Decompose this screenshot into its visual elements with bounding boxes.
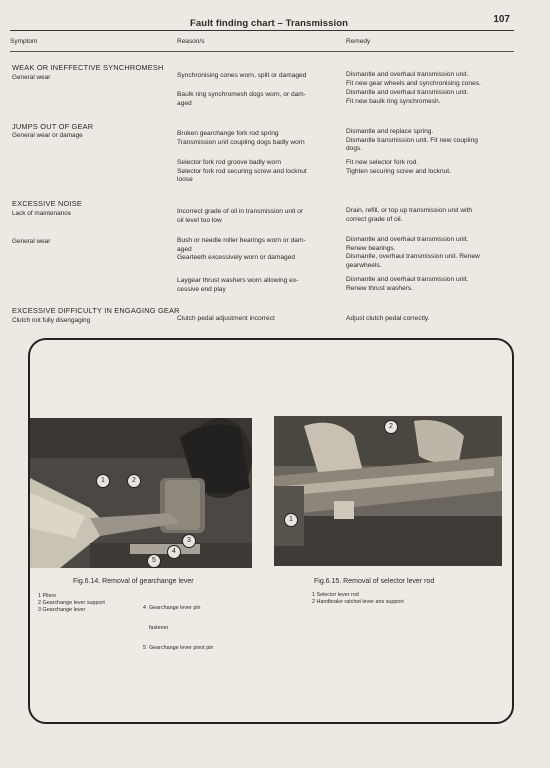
remedy-text: Drain, refill, or top up transmission unit with correct grade of oil. (346, 207, 473, 223)
reason-text: Broken gearchange fork rod spring Transmission unit coupling dogs badly worn (177, 130, 305, 146)
legend-item: 4 Gearchange lever pin (143, 604, 201, 611)
remedy-text: Dismantle and overhaul transmission unit. Renew bearings. Dismantle, overhaul transmission unit. Renew gearwheels. (346, 236, 480, 269)
section-title: EXCESSIVE NOISE (12, 199, 82, 208)
legend-item: 2 Gearchange lever support (38, 599, 105, 606)
legend-item: fastener (143, 624, 169, 631)
reason-text: Bush or needle roller bearings worn or dam- aged Gearteeth excessively worn or damaged (177, 237, 306, 262)
remedy-text: Adjust clutch pedal correctly. (346, 315, 430, 322)
remedy-text: Dismantle and overhaul transmission unit. Renew thrust washers. (346, 276, 469, 292)
reason-text: Baulk ring synchromesh dogs worn, or dam- aged (177, 91, 306, 107)
figure-legend (312, 592, 404, 606)
legend-item: 1 Selector lever rod (312, 592, 359, 598)
symptom-text: General wear or damage (12, 132, 83, 139)
callout-3: 3 (182, 534, 196, 548)
callout-2: 2 (384, 420, 398, 434)
symptom-text: General wear (12, 238, 51, 245)
symptom-text: Clutch not fully disengaging (12, 317, 91, 324)
selector-lever-rod-photo (274, 416, 502, 566)
column-header-reason: Reason/s (177, 38, 205, 45)
reason-text: Selector fork rod groove badly worn Selector fork rod securing screw and locknut loose (177, 159, 307, 184)
callout-1: 1 (284, 513, 298, 527)
figure-caption: Fig.6.15. Removal of selector lever rod (314, 578, 435, 585)
legend-item: 1 Pliers (38, 593, 56, 599)
gearchange-lever-photo (30, 418, 252, 568)
section-title: JUMPS OUT OF GEAR (12, 122, 94, 131)
symptom-text: Lack of maintenance (12, 210, 71, 217)
column-header-symptom: Symptom (10, 38, 38, 45)
callout-5: 5 (147, 554, 161, 568)
reason-text: Laygear thrust washers worn allowing ex- cessive end play (177, 277, 299, 293)
figure-caption: Fig.6.14. Removal of gearchange lever (73, 578, 194, 585)
remedy-text: Fit new selector fork rod. Tighten securing screw and locknut. (346, 159, 451, 175)
reason-text: Synchronising cones worn, split or damaged (177, 72, 307, 79)
section-title: EXCESSIVE DIFFICULTY IN ENGAGING GEAR (12, 306, 180, 315)
remedy-text: Dismantle and replace spring. Dismantle transmission unit. Fit new coupling dogs. (346, 128, 478, 153)
column-header-remedy: Remedy (346, 38, 371, 45)
legend-item: 5 Gearchange lever pivot pin (143, 645, 214, 652)
page-title: Fault finding chart – Transmission (190, 18, 349, 29)
column-header-rule (10, 51, 514, 52)
section-title: WEAK OR INEFFECTIVE SYNCHROMESH (12, 63, 164, 72)
remedy-text: Dismantle and overhaul transmission unit. Fit new baulk ring synchromesh. (346, 89, 469, 105)
symptom-text: General wear (12, 74, 51, 81)
figure-legend (38, 593, 105, 613)
figure-legend (143, 591, 213, 666)
legend-item: 2 Handbrake ratchet lever ans support (312, 598, 404, 605)
callout-2: 2 (127, 474, 141, 488)
reason-text: Incorrect grade of oil in transmission unit or oil level too low (177, 208, 304, 224)
figure-panel (28, 338, 514, 724)
legend-item: 3 Gearchange lever (38, 606, 86, 613)
page-header (0, 14, 550, 34)
callout-1: 1 (96, 474, 110, 488)
reason-text: Clutch pedal adjustment incorrect (177, 315, 275, 322)
header-rule (10, 30, 514, 31)
page-number: 107 (493, 14, 510, 25)
remedy-text: Dismantle and overhaul transmission unit. Fit new gear wheels and synchronising cones. (346, 71, 481, 87)
callout-4: 4 (167, 545, 181, 559)
